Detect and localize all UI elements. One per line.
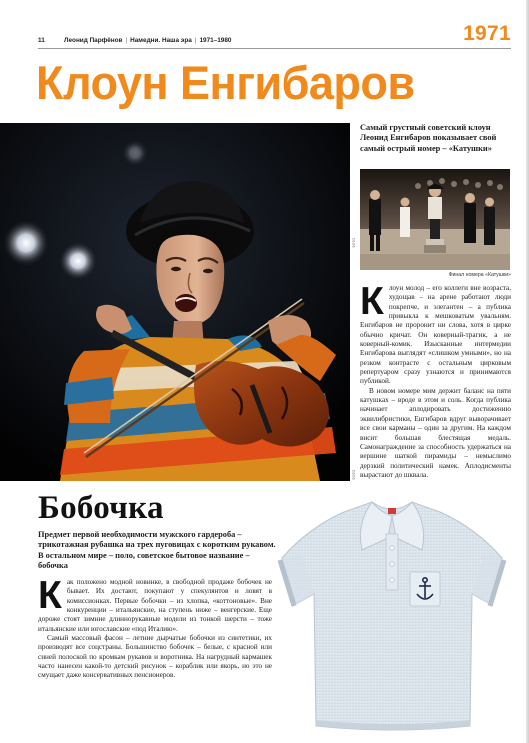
- header-rule: [38, 48, 511, 49]
- author-name: Леонид Парфёнов: [64, 37, 123, 44]
- article-paragraph: В новом номере мим держит баланс на пяти катушках – вроде в этом и соль. Когда публика начинает аплодировать достижению эквилибристики, Енгибаров вдруг выворачивает все свои карманы – один за другим. На каждом висит большая блестящая медаль. Самонаграждение за способность удержаться на вершине шаткой пирамиды – немыслимо дерзкий политический намек. Аплодисменты вырастают до шквала.: [360, 386, 511, 479]
- article-title: Клоун Енгибаров: [36, 56, 415, 109]
- section-body: [38, 574, 272, 681]
- drop-cap: К: [360, 280, 384, 323]
- photo-caption: Финал номера «Катушки»: [448, 272, 511, 278]
- article-body: [360, 280, 511, 480]
- book-series: Намедни. Наша эра: [130, 37, 192, 44]
- year-label: 1971: [463, 22, 511, 45]
- running-header: [38, 34, 511, 48]
- article-paragraph: [360, 280, 511, 387]
- photo-credit: ФОТО: [352, 469, 356, 480]
- year-range: 1971–1980: [199, 37, 232, 44]
- section-paragraph: Самый массовый фасон – летние дырчатые бобочки из синтетики, их производят все соцстраны. Большинство бобочек – белые, с красной или синей полоской по кромкам рукавов и воротника. На нагрудный кармашек часто нанесен какой-то детский рисунок – кораблик или якорь, но это не смущает даже консервативных пенсионеров.: [38, 634, 272, 680]
- drop-cap: К: [38, 574, 62, 617]
- separator: |: [125, 37, 128, 44]
- photo-credit: ФОТО: [352, 238, 356, 248]
- polo-shirt-photo: [272, 494, 512, 734]
- stage-finale-photo: [360, 169, 510, 270]
- breadcrumb: [64, 37, 231, 44]
- page-number: 11: [38, 37, 45, 44]
- section-paragraph: [38, 574, 272, 634]
- article-lead: Самый грустный советский клоун Леонид Енгибаров показывает свой самый острый номер – «Катушки»: [360, 123, 497, 153]
- section-lead: Предмет первой необходимости мужского гардероба – трикотажная рубашка на трех пуговицах с коротким рукавом. В остальном мире – поло, советское бытовое название – бобочка: [38, 530, 276, 570]
- paragraph-text: ак положено модной новинке, в свободной продаже бобочек не бывает. Их достают, покупают у спекулянтов и ловят в комиссионках. Первые бобочки – из хлопка, «коттоновые». Вне конкуренции – итальянские, на ступень ниже – венгерские. Еще дороже стоят зимние длиннорукавные модели из тонкой шерсти – тоже итальянские или югославские «под Италию».: [38, 578, 272, 633]
- clown-violin-photo: [0, 123, 350, 481]
- paragraph-text: лоун молод – его коллеги вне возраста, худощав – на арене работают люди покрепче, и элегантен – а публика привыкла к мешковатым увальням. Енгибаров не проронит ни слова, хотя в цирке обычно кричат. Он коверный-трагик, а не коверный-комик. Изысканные интермедии Енгибарова выглядят «слишком умными», но на резком контрасте с остальным цирковым репертуаром сразу узнаются и принимаются публикой.: [360, 284, 511, 386]
- section-title: Бобочка: [38, 490, 164, 526]
- separator: |: [194, 37, 197, 44]
